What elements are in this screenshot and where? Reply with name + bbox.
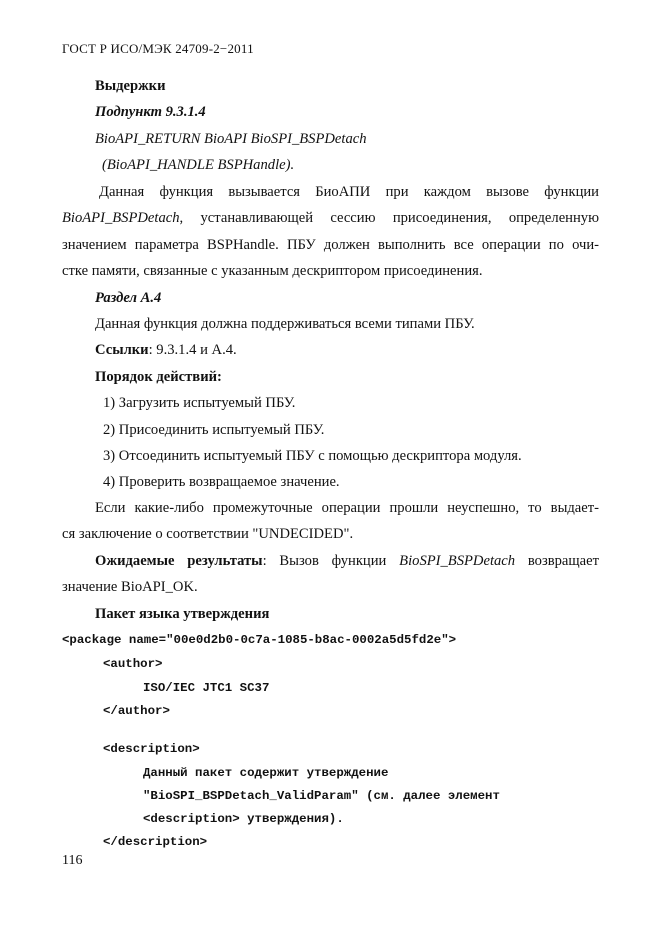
signature-line-2: (BioAPI_HANDLE BSPHandle). (102, 157, 295, 173)
procedure-label: Порядок действий: (95, 369, 222, 385)
code-line: </description> (103, 835, 208, 849)
code-line: <description> утверждения). (143, 812, 344, 826)
references-label: Ссылки (95, 342, 149, 358)
code-line: ISO/IEC JTC1 SC37 (143, 681, 270, 695)
section-ref: Раздел А.4 (95, 290, 162, 306)
signature-line-1: BioAPI_RETURN BioAPI BioSPI_BSPDetach (95, 131, 367, 147)
standard-header: ГОСТ Р ИСО/МЭК 24709-2−2011 (62, 41, 254, 56)
description-line-4: стке памяти, связанные с указанным дескриптором присоединения. (62, 263, 483, 279)
page-number: 116 (62, 853, 83, 868)
expected-results (95, 553, 599, 570)
expected-line-2: значение BioAPI_OK. (62, 579, 198, 595)
expected-text: : Вызов функции (262, 553, 400, 569)
expected-function: BioSPI_BSPDetach (399, 553, 516, 569)
description-line-2 (62, 210, 599, 227)
expected-text-end: возвращает (515, 553, 599, 569)
package-heading: Пакет языка утверждения (95, 606, 270, 622)
heading-excerpts: Выдержки (95, 78, 166, 94)
description-line-3: значением параметра BSPHandle. ПБУ должен выполнить все операции по очи- (62, 237, 599, 253)
description-line-2-text: , устанавливающей сессию присоединения, определенную (179, 210, 599, 226)
references-value: : 9.3.1.4 и А.4. (148, 342, 237, 358)
subclause-ref: Подпункт 9.3.1.4 (95, 104, 206, 120)
procedure-step: 3) Отсоединить испытуемый ПБУ с помощью дескриптора модуля. (103, 448, 522, 464)
code-line: <package name="00e0d2b0-0c7a-1085-b8ac-0002a5d5fd2e"> (62, 633, 457, 647)
function-name: BioAPI_BSPDetach (62, 210, 180, 226)
section-text: Данная функция должна поддерживаться всеми типами ПБУ. (95, 316, 475, 332)
references (95, 342, 237, 359)
failure-line-1: Если какие-либо промежуточные операции прошли неуспешно, то выдает- (95, 500, 599, 516)
code-line: Данный пакет содержит утверждение (143, 766, 389, 780)
code-line: <description> (103, 742, 200, 756)
failure-line-2: ся заключение о соответствии "UNDECIDED". (62, 526, 354, 542)
procedure-step: 1) Загрузить испытуемый ПБУ. (103, 395, 296, 411)
code-line: </author> (103, 704, 170, 718)
code-line: <author> (103, 657, 163, 671)
procedure-step: 4) Проверить возвращаемое значение. (103, 474, 340, 490)
code-line: "BioSPI_BSPDetach_ValidParam" (см. далее элемент (143, 789, 500, 803)
description-line-1: Данная функция вызывается БиоАПИ при каждом вызове функции (99, 184, 599, 200)
expected-label: Ожидаемые результаты (95, 553, 263, 569)
procedure-step: 2) Присоединить испытуемый ПБУ. (103, 422, 325, 438)
